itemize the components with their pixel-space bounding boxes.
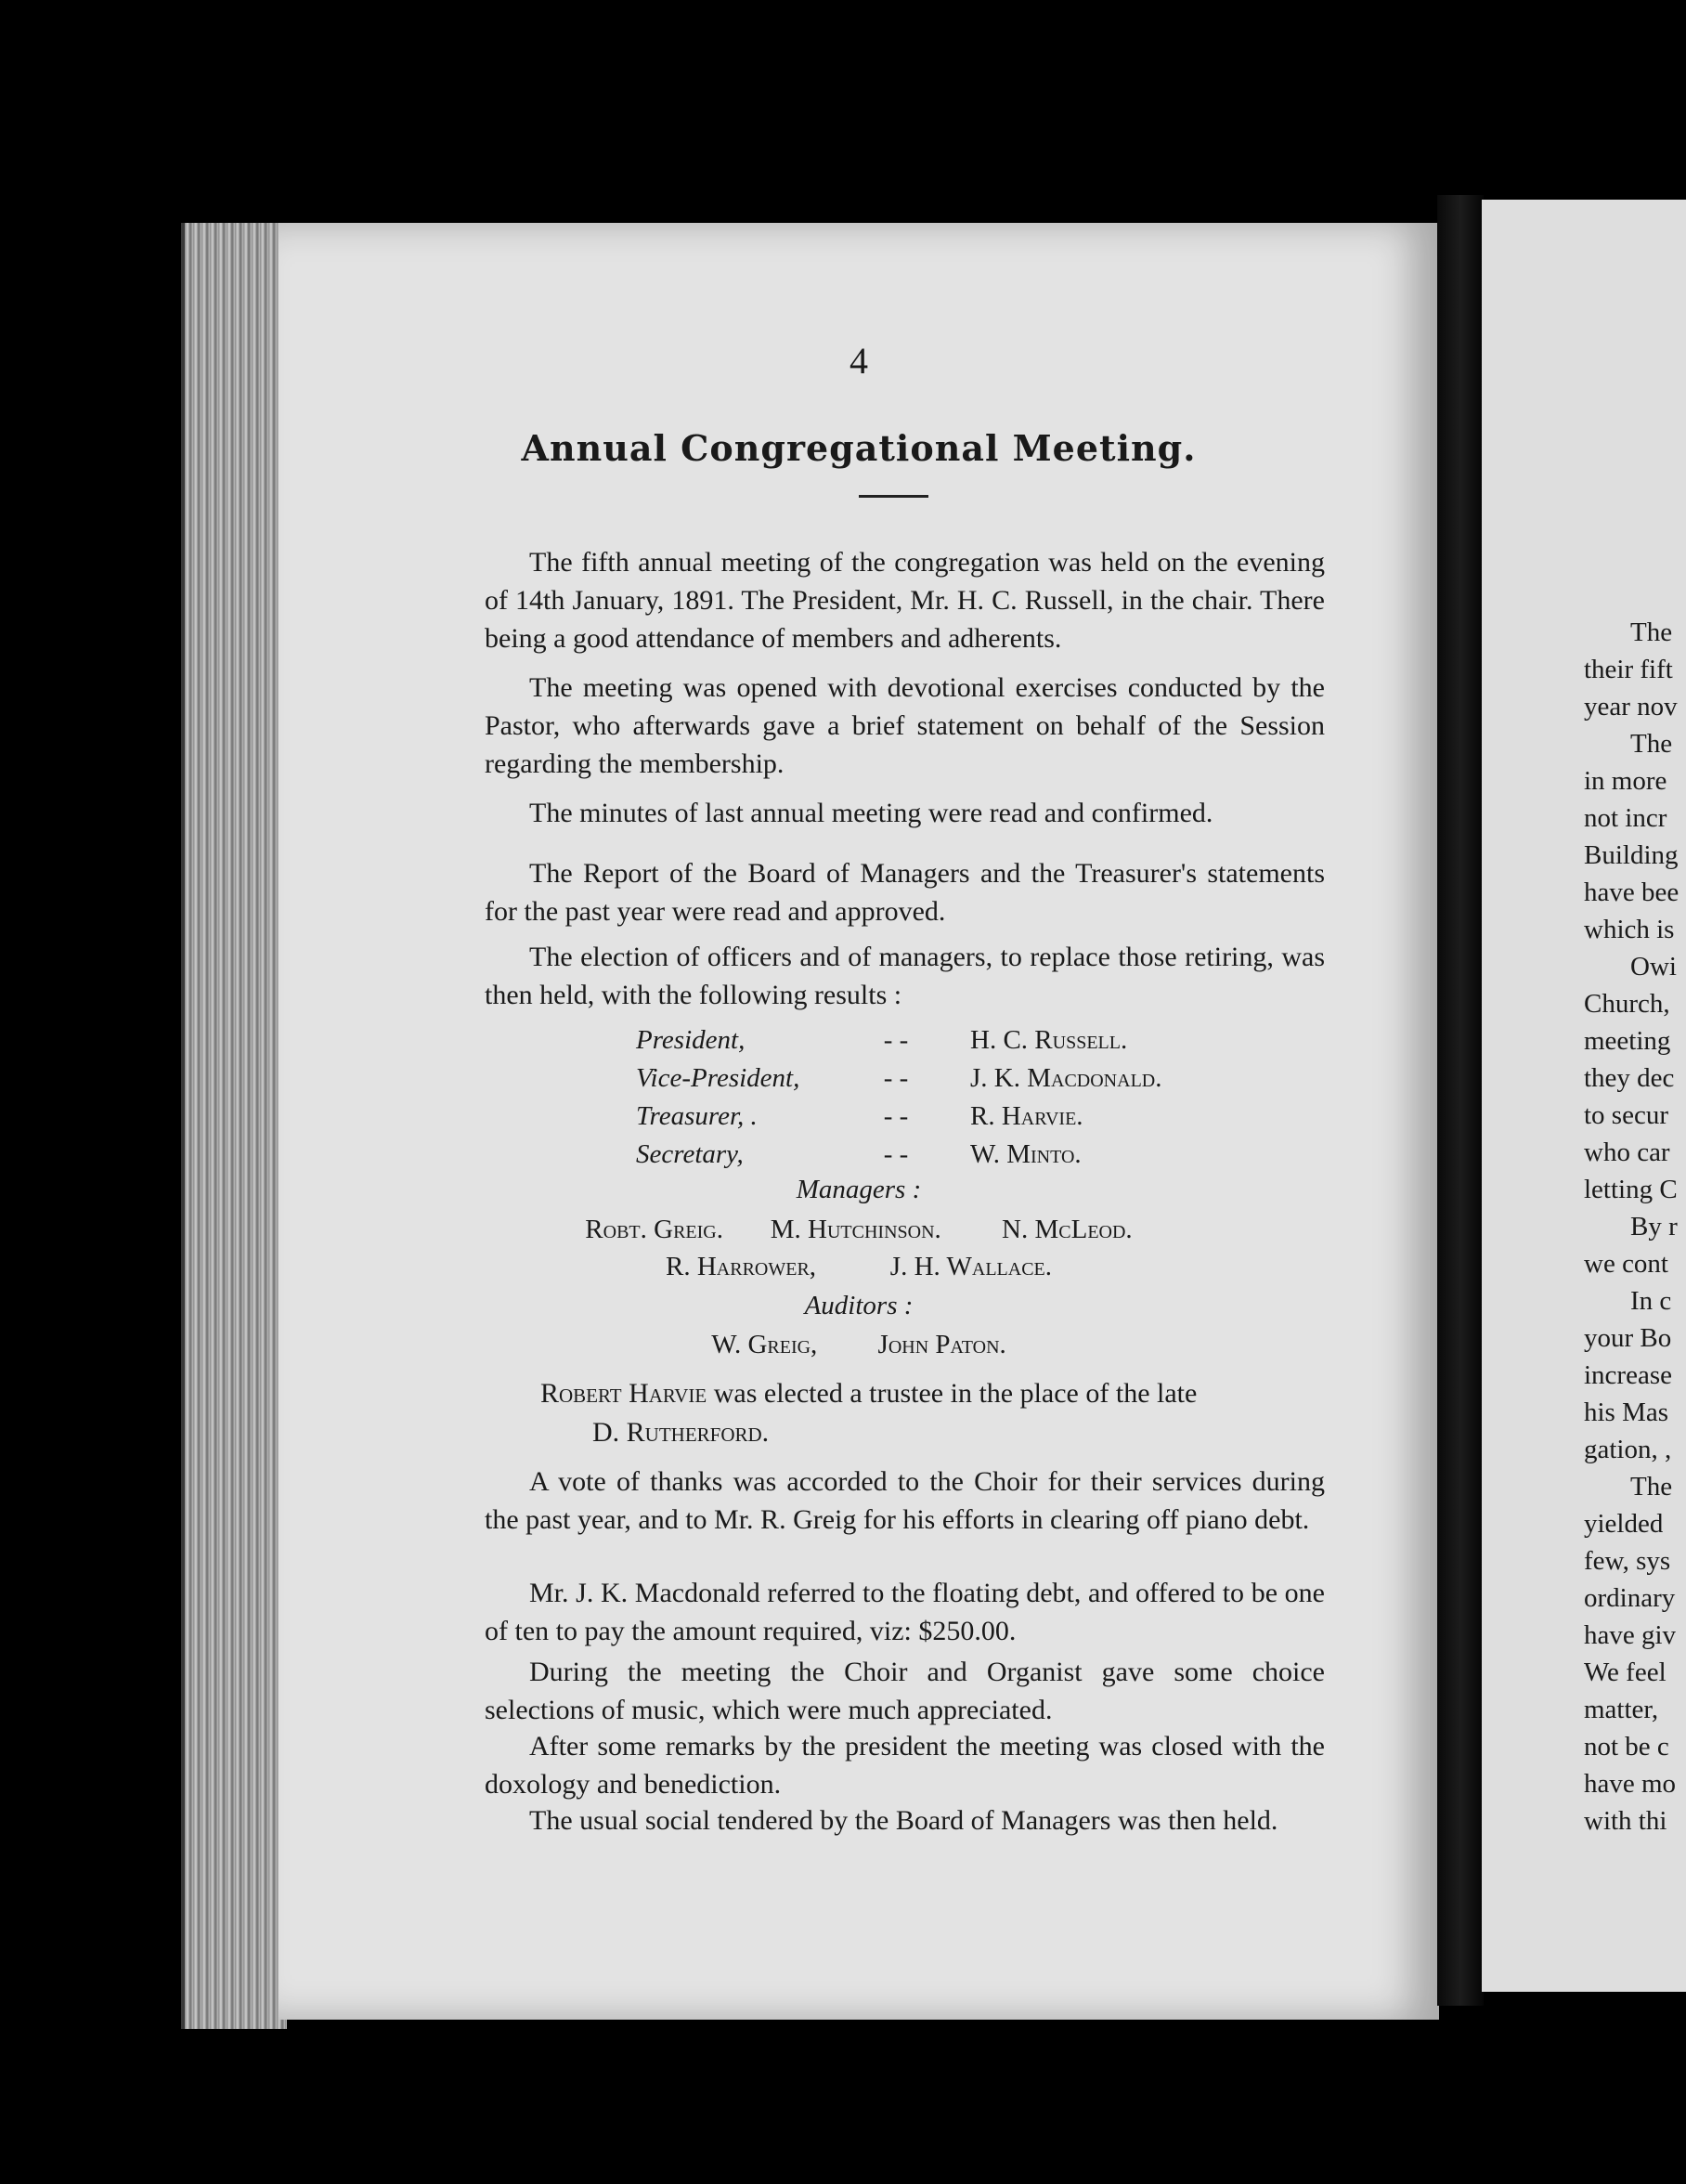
right-line: they dec (1584, 1063, 1675, 1093)
right-line: Church, (1584, 989, 1670, 1019)
right-line: we cont (1584, 1249, 1668, 1279)
trustee-text: was elected a trustee in the place of the late (707, 1378, 1198, 1409)
paragraph-9: After some remarks by the president the meeting was closed with the doxology and benediction. (485, 1731, 1325, 1800)
right-line: year nov (1584, 692, 1678, 722)
officer-name: J. K. Macdonald. (970, 1063, 1162, 1093)
managers-heading: Managers : (796, 1175, 922, 1204)
right-line: The (1630, 1472, 1673, 1502)
right-line: not incr (1584, 803, 1667, 833)
title-rule (859, 495, 928, 498)
right-line: with thi (1584, 1806, 1667, 1836)
right-line: increase (1584, 1360, 1672, 1390)
right-line: Owi (1630, 952, 1677, 982)
manager-name: Robt. Greig. (585, 1215, 723, 1244)
officer-row (636, 1060, 1161, 1098)
officer-role: Treasurer, . (636, 1101, 758, 1131)
auditor-name: W. Greig, (711, 1330, 818, 1359)
paragraph-5: The election of officers and of managers, to replace those retiring, was then held, with the following results : (485, 942, 1325, 1010)
paragraph-7: Mr. J. K. Macdonald referred to the floating debt, and offered to be one of ten to pay the amount required, viz: $250.00. (485, 1578, 1325, 1646)
right-line: Building (1584, 840, 1679, 870)
officers-list (636, 1021, 1161, 1174)
right-line: By r (1630, 1212, 1678, 1242)
right-line: letting C (1584, 1175, 1678, 1204)
paragraph-1: The fifth annual meeting of the congregation was held on the evening of 14th January, 1891. The President, Mr. H. C. Russell, in the chair. There being a good attendance of members and adherents. (485, 547, 1325, 654)
officer-name: R. Harvie. (970, 1101, 1083, 1131)
managers-line-2 (279, 1252, 1439, 1282)
paragraph-4: The Report of the Board of Managers and the Treasurer's statements for the past year were read and approved. (485, 858, 1325, 927)
paragraph-10: The usual social tendered by the Board of Managers was then held. (529, 1805, 1278, 1836)
right-line: who car (1584, 1138, 1670, 1167)
manager-name: N. McLeod. (1002, 1215, 1133, 1244)
right-line: We feel (1584, 1658, 1667, 1687)
officer-row (636, 1098, 1161, 1136)
book-gutter (1437, 195, 1484, 2006)
manager-name: J. H. Wallace. (889, 1252, 1052, 1281)
paragraph-3: The minutes of last annual meeting were read and confirmed. (529, 798, 1213, 828)
right-line: few, sys (1584, 1546, 1671, 1576)
officer-row (636, 1136, 1161, 1174)
right-line: have bee (1584, 878, 1680, 907)
right-line: not be c (1584, 1732, 1669, 1762)
trustee-late: D. Rutherford. (592, 1417, 770, 1448)
right-line: In c (1630, 1286, 1672, 1316)
book-page-edges (181, 223, 287, 2029)
right-line: to secur (1584, 1100, 1668, 1130)
officer-row (636, 1021, 1161, 1060)
officer-role: Vice-President, (636, 1063, 800, 1093)
right-line: meeting (1584, 1026, 1671, 1056)
manager-name: R. Harrower, (666, 1252, 817, 1281)
manager-name: M. Hutchinson. (770, 1215, 941, 1244)
page-title: Annual Congregational Meeting. (521, 427, 1197, 469)
right-line: in more (1584, 766, 1667, 796)
officer-role: Secretary, (636, 1139, 744, 1169)
right-line: yielded (1584, 1509, 1664, 1539)
right-line: The (1630, 729, 1673, 759)
trustee-paragraph (540, 1374, 1325, 1412)
right-line: gation, , (1584, 1435, 1672, 1464)
paragraph-8: During the meeting the Choir and Organist gave some choice selections of music, which were much appreciated. (485, 1657, 1325, 1725)
officer-dash: - - (883, 1063, 909, 1093)
officer-dash: - - (883, 1139, 909, 1169)
officer-name: H. C. Russell. (970, 1025, 1128, 1055)
right-line: The (1630, 618, 1673, 647)
paragraph-2: The meeting was opened with devotional exercises conducted by the Pastor, who afterwards gave a brief statement on behalf of the Session regarding the membership. (485, 672, 1325, 779)
left-page (279, 223, 1439, 2020)
officer-name: W. Minto. (970, 1139, 1082, 1169)
right-page (1482, 200, 1686, 1992)
trustee-name: Robert Harvie (540, 1378, 707, 1409)
right-line: your Bo (1584, 1323, 1672, 1353)
auditors-line (279, 1330, 1439, 1360)
right-line: have giv (1584, 1620, 1677, 1650)
right-line: their fift (1584, 655, 1673, 684)
page-number: 4 (849, 340, 868, 382)
paragraph-6: A vote of thanks was accorded to the Choir for their services during the past year, and to Mr. R. Greig for his efforts in clearing off piano debt. (485, 1466, 1325, 1535)
right-line: have mo (1584, 1769, 1677, 1799)
auditor-name: John Paton. (877, 1330, 1006, 1359)
officer-role: President, (636, 1025, 746, 1055)
managers-line-1 (279, 1215, 1439, 1245)
officer-dash: - - (883, 1025, 909, 1055)
right-line: his Mas (1584, 1398, 1669, 1427)
auditors-heading: Auditors : (804, 1291, 914, 1320)
right-line: ordinary (1584, 1583, 1676, 1613)
right-line: matter, (1584, 1695, 1659, 1724)
right-line: which is (1584, 915, 1675, 944)
officer-dash: - - (883, 1101, 909, 1131)
